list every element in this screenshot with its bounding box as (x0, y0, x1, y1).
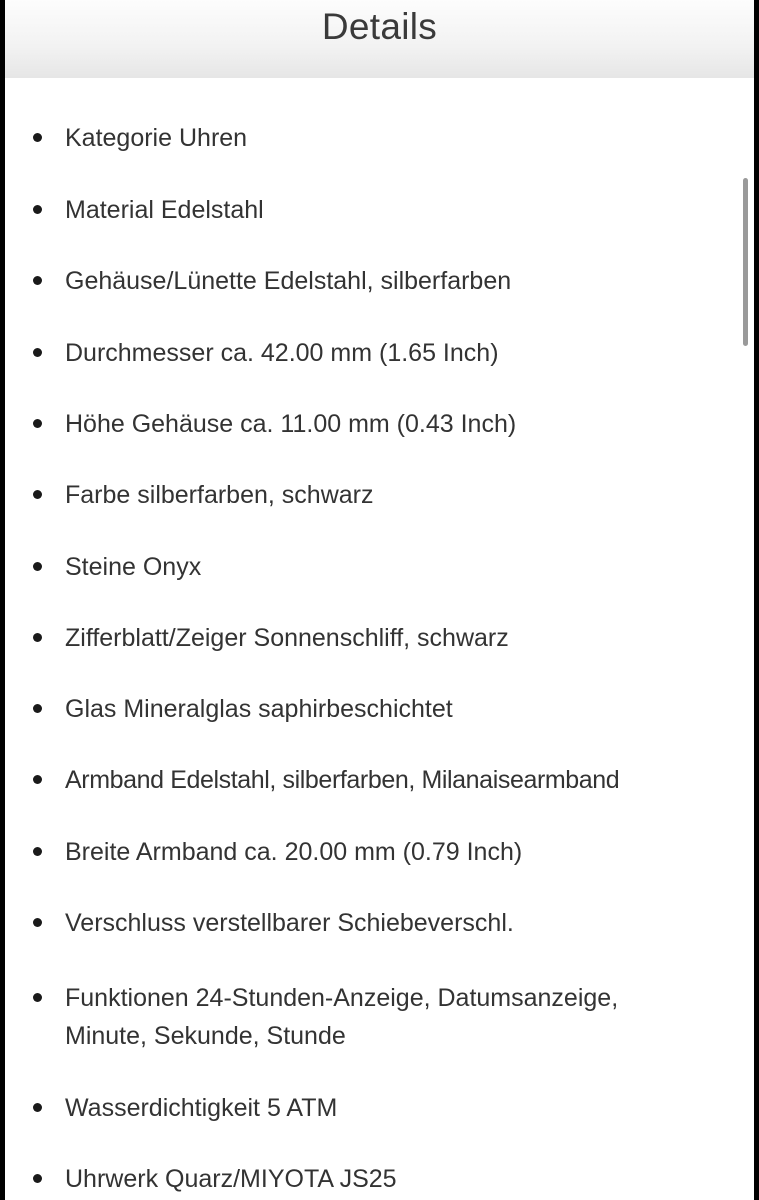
bullet-icon (33, 348, 42, 357)
detail-label: Farbe (65, 481, 131, 509)
page-title: Details (321, 6, 438, 47)
list-item-hoehe-gehaeuse (65, 405, 737, 443)
bullet-icon (33, 133, 42, 142)
detail-label: Kategorie (65, 124, 173, 152)
bullet-icon (33, 847, 42, 856)
detail-value: Edelstahl (160, 196, 264, 224)
bullet-icon (33, 775, 42, 784)
detail-value: Mineralglas saphirbeschichtet (123, 695, 453, 723)
detail-label: Funktionen (65, 984, 189, 1012)
list-item-kategorie (65, 119, 737, 157)
bullet-icon (33, 918, 42, 927)
bullet-icon (33, 419, 42, 428)
bullet-icon (33, 490, 42, 499)
scrollbar-thumb[interactable] (743, 178, 748, 346)
detail-value: verstellbarer Schiebeverschl. (192, 909, 514, 937)
list-item-durchmesser (65, 334, 737, 372)
list-item-funktionen (65, 979, 705, 1055)
bullet-icon (33, 1174, 42, 1183)
detail-label: Material (65, 196, 154, 224)
detail-value: Onyx (142, 553, 202, 581)
bullet-icon (33, 276, 42, 285)
detail-label: Höhe Gehäuse (65, 410, 234, 438)
details-panel (5, 0, 754, 1200)
detail-value: ca. 11.00 mm (0.43 Inch) (240, 410, 517, 438)
detail-label: Armband (65, 766, 164, 794)
list-item-farbe (65, 476, 737, 514)
list-item-wasserdichtigkeit (65, 1089, 737, 1127)
detail-label: Gehäuse/Lünette (65, 267, 257, 295)
detail-label: Verschluss (65, 909, 186, 937)
detail-value: 5 ATM (266, 1094, 338, 1122)
list-item-steine (65, 548, 737, 586)
list-item-material (65, 191, 737, 229)
list-item-armband (65, 761, 737, 799)
detail-value: Sonnenschliff, schwarz (253, 624, 509, 652)
detail-value: Quarz/MIYOTA JS25 (165, 1165, 397, 1193)
detail-value: ca. 20.00 mm (0.79 Inch) (244, 838, 523, 866)
detail-value: ca. 42.00 mm (1.65 Inch) (220, 339, 499, 367)
detail-value: Edelstahl, silberfarben, Milanaisearmband (170, 766, 620, 794)
list-item-verschluss (65, 904, 737, 942)
list-item-breite-armband (65, 833, 737, 871)
detail-value: 24-Stunden-Anzeige, Datumsanzeige, Minute, Sekunde, Stunde (65, 984, 619, 1050)
detail-label: Glas (65, 695, 117, 723)
detail-label: Steine (65, 553, 136, 581)
detail-label: Wasserdichtigkeit (65, 1094, 260, 1122)
detail-value: Edelstahl, silberfarben (263, 267, 512, 295)
list-item-uhrwerk (65, 1160, 737, 1198)
bullet-icon (33, 993, 42, 1002)
list-item-gehaeuse-luenette (65, 262, 737, 300)
bullet-icon (33, 562, 42, 571)
detail-value: Uhren (178, 124, 248, 152)
detail-value: silberfarben, schwarz (137, 481, 374, 509)
bullet-icon (33, 1103, 42, 1112)
detail-label: Breite Armband (65, 838, 238, 866)
detail-label: Uhrwerk (65, 1165, 159, 1193)
detail-label: Zifferblatt/Zeiger (65, 624, 247, 652)
bullet-icon (33, 205, 42, 214)
list-item-zifferblatt-zeiger (65, 619, 737, 657)
bullet-icon (33, 704, 42, 713)
detail-label: Durchmesser (65, 339, 214, 367)
bullet-icon (33, 633, 42, 642)
list-item-glas (65, 690, 737, 728)
details-header (5, 0, 754, 78)
